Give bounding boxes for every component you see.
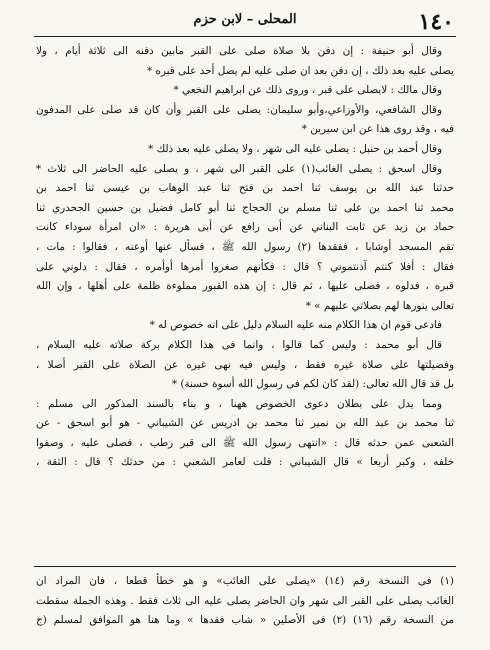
footnote-line: (١) فى النسخة رقم (١٤) «يصلى على الغائب» و هو خطأ قطعا ، فان المراد ان: [36, 575, 454, 587]
text-line: وقال أحمد بن حنبل : يصلى عليه الى شهر ، ولا يصلى عليه بعد ذلك *: [148, 142, 442, 155]
text-line: وقال أبو حنيفة : إن دفن بلا صلاة صلى على القبر مابين دفنه الى ثلاثة أيام ، ولا: [36, 45, 442, 57]
footnote-line: من النسخة رقم (١٦) (٢) فى الأصلين « شاب فقدها » وما هنا هو الموافق لمسلم (ج: [36, 614, 454, 627]
text-line: بل قد قال الله تعالى: (لقد كان لكم فى رسول الله أسوة حسنة) *: [171, 378, 454, 391]
text-line: يصلى عليه بعد ذلك ، إن دفن بعد ان صلى عليه لم يصل أحد على قبره *: [146, 64, 454, 77]
running-title: المحلى – لابن حزم: [193, 12, 297, 27]
text-line: وقال الشافعي، والأوزاعي،وأبو سليمان: يصلى على القبر وأن كان قد صلى على المدفون: [36, 103, 442, 116]
text-line: حماد بن زيد عن ثابت البناني عن أبى رافع عن أبى هريرة : «ان امرأة سوداء كانت: [36, 221, 454, 234]
text-line: تعالى ينورها لهم بصلاتي عليهم » *: [305, 299, 454, 312]
text-line: حدثنا عبد الله بن يوسف ثنا احمد بن فتح ثنا عبد الوهاب بن عيسى ثنا احمد بن: [36, 182, 454, 195]
header-rule: [34, 36, 456, 37]
text-line: خلفه ، وكبر أربعا » قال الشيباني : قلت لعامر الشعبي : من حدثك ؟ قال : الثقة ،: [36, 456, 454, 469]
text-line: تقم المسجد أوشابا ، ففقدها (٢) رسول الله ﷺ ، فسأل عنها أوعنه ، فقالوا : مات ،: [36, 240, 454, 253]
text-line: فادعى قوم ان هذا الكلام منه عليه السلام دليل على انه خصوص له *: [149, 319, 442, 332]
text-line: الشعبى عمن حدثه قال : «انتهى رسول الله ﷺ الى قبر رطب ، فصلى عليه ، وصفوا: [36, 436, 454, 449]
page-number: ١٤٠: [418, 9, 454, 35]
text-line: محمد ثنا احمد بن على ثنا مسلم بن الحجاج ثنا أبو كامل فضيل بن حسين الجحدري ثنا: [36, 201, 454, 214]
footnote-line: الغائب يصلى على القبر الى شهر وان الحاضر يصلى عليه الى ثلاث فقط . وهذه الجملة سقطت: [36, 594, 454, 607]
text-line: قال أبو محمد : وليس كما قالوا ، وانما فى هذا الكلام بركة صلاته عليه السلام ،: [36, 338, 442, 351]
text-line: وقال اسحق : يصلى الغائب(١) على القبر الى شهر ، و يصلى عليه الحاضر الى ثلاث *: [36, 162, 443, 175]
footnote-rule: [34, 566, 456, 567]
text-line: وقال مالك : لايصلى على قبر ، وروى ذلك عن ابراهيم النخعي *: [173, 84, 442, 97]
text-line: قبره ، فدلوه ، فصلى عليها ، ثم قال : إن هذه القبور مملوءة ظلمة على أهلها ، وإن الله: [36, 280, 454, 293]
text-line: ثنا محمد بن عبد الله بن نمير ثنا محمد بن ادريس عن الشيباني - هو أبو اسحق - عن: [36, 417, 454, 430]
text-line: فقال : أفلا كنتم آذنتموني ؟ قال : فكأنهم صغروا أمرها أوأمره ، فقال : دلوني على: [36, 260, 454, 273]
text-line: وفضيلتها على صلاة غيره فقط ، وليس فيه نهى غيره عن الصلاة على القبر أصلا ،: [36, 358, 454, 371]
page-header: [36, 8, 454, 38]
body-text: [36, 42, 454, 473]
text-line: ومما يدل على بطلان دعوى الخصوص ههنا ، و بناء بالسند المذكور الى مسلم :: [36, 397, 442, 410]
footnotes: [36, 572, 454, 631]
text-line: فيه ، وقد روى هذا عن ابن سيرين *: [301, 123, 454, 136]
